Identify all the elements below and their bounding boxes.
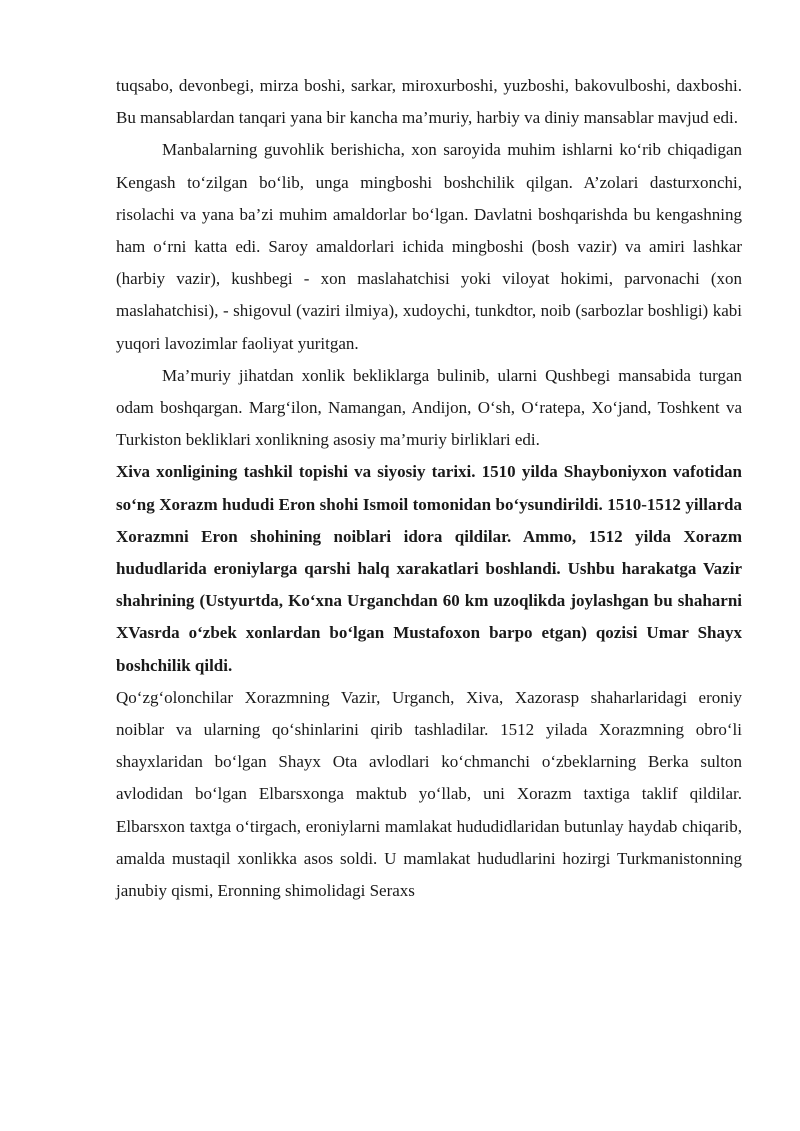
document-page <box>116 70 742 907</box>
paragraph-officials-list: tuqsabo, devonbegi, mirza boshi, sarkar, miroxurboshi, yuzboshi, bakovulboshi, daxboshi. Bu mansablardan tanqari yana bir kancha ma’muriy, harbiy va diniy mansablar mavjud edi. <box>116 76 742 128</box>
paragraph-council: Manbalarning guvohlik berishicha, xon saroyida muhim ishlarni ko‘rib chiqadigan Kengash to‘zilgan bo‘lib, unga mingboshi boshchilik qilgan. A’zolari dasturxonchi, risolachi va yana ba’zi muhim amaldorlar bo‘lgan. Davlatni boshqarishda bu kengashning ham o‘rni katta edi. Saroy amaldorlari ichida mingboshi (bosh vazir) va amiri lashkar (harbiy vazir), kushbegi - xon maslahatchisi yoki viloyat hokimi, parvonachi (xon maslahatchisi), - shigovul (vaziri ilmiya), xudoychi, tunkdtor, noib (sarbozlar boshligi) kabi yuqori lavozimlar faoliyat yuritgan. <box>116 140 742 353</box>
paragraph-rebels: Qo‘zg‘olonchilar Xorazmning Vazir, Urganch, Xiva, Xazorasp shaharlaridagi eroniy noiblar va ularning qo‘shinlarini qirib tashladilar. 1512 yilada Xorazmning obro‘li shayxlaridan bo‘lgan Shayx Ota avlodlari ko‘chmanchi o‘zbeklarning Berka sulton avlodidan bo‘lgan Elbarsxonga maktub yo‘llab, uni Xorazm taxtiga taklif qildilar. Elbarsxon taxtga o‘tirgach, eroniylarni mamlakat hududidlaridan butunlay haydab chiqarib, amalda mustaqil xonlikka asos soldi. U mamlakat hududlarini hozirgi Turkmanistonning janubiy qismi, Eronning shimolidagi Seraxs <box>116 687 742 901</box>
paragraph-administration: Ma’muriy jihatdan xonlik bekliklarga bulinib, ularni Qushbegi mansabida turgan odam boshqargan. Marg‘ilon, Namangan, Andijon, O‘sh, O‘ratepa, Xo‘jand, Toshkent va Turkiston bekliklari xonlikning asosiy ma’muriy birliklari edi. <box>116 365 742 450</box>
paragraph-khiva-heading: Xiva xonligining tashkil topishi va siyosiy tarixi. 1510 yilda Shayboniyxon vafotidan so‘ng Xorazm hududi Eron shohi Ismoil tomonidan bo‘ysundirildi. 1510-1512 yillarda Xorazmni Eron shohining noiblari idora qildilar. Ammo, 1512 yilda Xorazm hududlarida eroniylarga qarshi halq xarakatlari boshlandi. Ushbu harakatga Vazir shahrining (Ustyurtda, Ko‘xna Urganchdan 60 km uzoqlikda joylashgan bu shaharni XVasrda o‘zbek xonlardan bo‘lgan Mustafoxon barpo etgan) qozisi Umar Shayx boshchilik qildi. <box>116 462 742 675</box>
